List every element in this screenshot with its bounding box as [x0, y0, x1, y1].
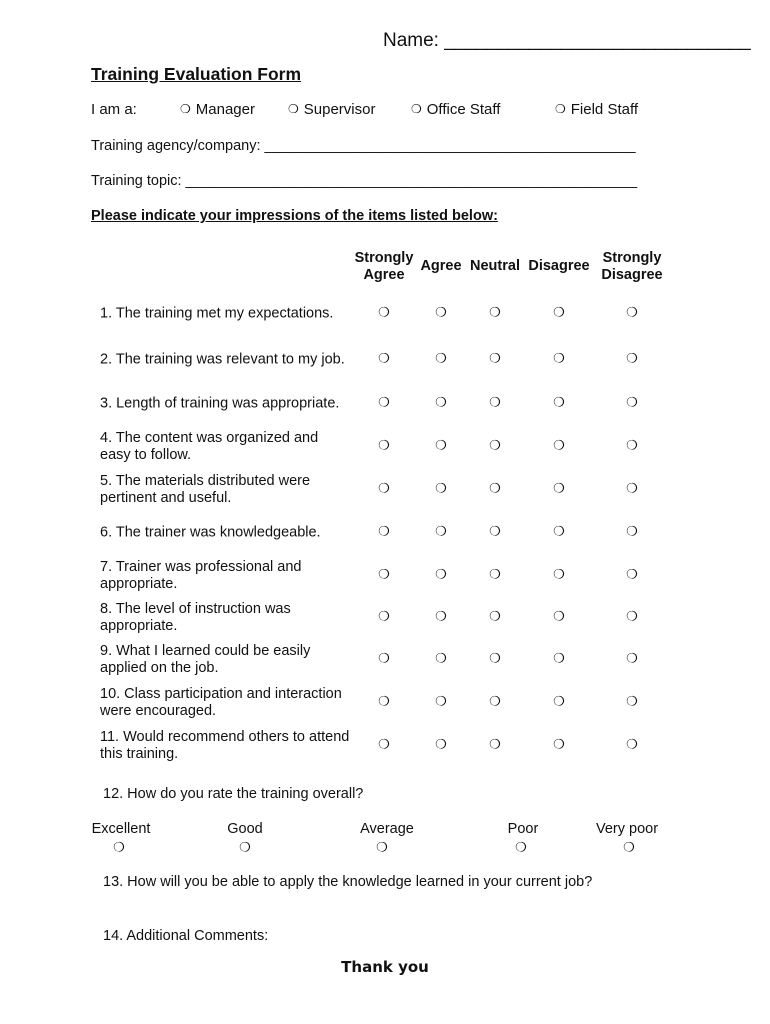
radio-circle-icon[interactable]: ❍: [435, 350, 447, 366]
overall-option-excellent: Excellent: [91, 821, 151, 837]
radio-circle-icon[interactable]: ❍: [180, 101, 191, 116]
radio-circle-icon[interactable]: ❍: [378, 394, 390, 410]
radio-circle-icon[interactable]: ❍: [378, 350, 390, 366]
scale-header: [601, 250, 662, 284]
scale-header-line: Agree: [420, 258, 462, 274]
radio-circle-icon[interactable]: ❍: [553, 608, 565, 624]
evaluation-item-label: 3. Length of training was appropriate.: [100, 395, 340, 412]
radio-circle-icon[interactable]: ❍: [435, 693, 447, 709]
scale-header-line: Strongly: [354, 250, 414, 266]
thank-you-text: Thank you: [341, 958, 429, 976]
evaluation-item-label: 8. The level of instruction was appropriate.: [100, 601, 291, 634]
role-label: Field Staff: [570, 101, 639, 118]
radio-circle-icon[interactable]: ❍: [435, 566, 447, 582]
radio-circle-icon[interactable]: ❍: [378, 437, 390, 453]
radio-circle-icon[interactable]: ❍: [626, 480, 638, 496]
radio-circle-icon[interactable]: ❍: [435, 650, 447, 666]
radio-circle-icon[interactable]: ❍: [435, 437, 447, 453]
radio-circle-icon[interactable]: ❍: [378, 566, 390, 582]
radio-circle-icon[interactable]: ❍: [435, 480, 447, 496]
evaluation-item-label: 4. The content was organized and easy to follow.: [100, 430, 319, 463]
radio-circle-icon[interactable]: ❍: [553, 566, 565, 582]
radio-circle-icon[interactable]: ❍: [435, 304, 447, 320]
radio-circle-icon[interactable]: ❍: [489, 437, 501, 453]
role-label: Manager: [195, 101, 255, 118]
overall-option-average: Average: [360, 821, 414, 837]
role-label: Supervisor: [303, 101, 376, 118]
radio-circle-icon[interactable]: ❍: [376, 839, 388, 855]
radio-circle-icon[interactable]: ❍: [378, 480, 390, 496]
role-option-office-staff[interactable]: [411, 101, 500, 118]
radio-circle-icon[interactable]: ❍: [378, 523, 390, 539]
radio-circle-icon[interactable]: ❍: [623, 839, 635, 855]
radio-circle-icon[interactable]: ❍: [553, 650, 565, 666]
scale-header-line: Strongly: [602, 250, 662, 266]
radio-circle-icon[interactable]: ❍: [489, 650, 501, 666]
radio-circle-icon[interactable]: ❍: [113, 839, 125, 855]
overall-rating-question: 12. How do you rate the training overall?: [103, 786, 364, 802]
scale-header: [420, 258, 461, 275]
evaluation-item-label: 10. Class participation and interaction were encouraged.: [100, 686, 342, 719]
radio-circle-icon[interactable]: ❍: [626, 523, 638, 539]
radio-circle-icon[interactable]: ❍: [553, 693, 565, 709]
role-option-field-staff[interactable]: [555, 101, 638, 118]
radio-circle-icon[interactable]: ❍: [553, 480, 565, 496]
role-prompt-label: I am a:: [91, 101, 137, 118]
radio-circle-icon[interactable]: ❍: [553, 736, 565, 752]
scale-header: [355, 250, 414, 284]
overall-option-good: Good: [227, 821, 263, 837]
radio-circle-icon[interactable]: ❍: [515, 839, 527, 855]
scale-header-line: Disagree: [601, 267, 663, 283]
scale-header: [528, 258, 589, 275]
radio-circle-icon[interactable]: ❍: [626, 736, 638, 752]
scale-header-line: Agree: [363, 267, 405, 283]
form-title: Training Evaluation Form: [91, 64, 302, 84]
radio-circle-icon[interactable]: ❍: [489, 608, 501, 624]
scale-header-line: Neutral: [470, 258, 520, 274]
radio-circle-icon[interactable]: ❍: [489, 736, 501, 752]
radio-circle-icon[interactable]: ❍: [553, 350, 565, 366]
name-field-line[interactable]: Name: _____________________________: [383, 30, 751, 51]
radio-circle-icon[interactable]: ❍: [435, 736, 447, 752]
radio-circle-icon[interactable]: ❍: [489, 523, 501, 539]
radio-circle-icon[interactable]: ❍: [489, 693, 501, 709]
radio-circle-icon[interactable]: ❍: [626, 304, 638, 320]
additional-comments-label: 14. Additional Comments:: [103, 928, 269, 944]
overall-option-very-poor: Very poor: [595, 821, 659, 837]
radio-circle-icon[interactable]: ❍: [489, 350, 501, 366]
radio-circle-icon[interactable]: ❍: [489, 394, 501, 410]
radio-circle-icon[interactable]: ❍: [435, 608, 447, 624]
radio-circle-icon[interactable]: ❍: [378, 650, 390, 666]
role-option-manager[interactable]: [180, 101, 255, 118]
radio-circle-icon[interactable]: ❍: [555, 101, 566, 116]
radio-circle-icon[interactable]: ❍: [435, 394, 447, 410]
radio-circle-icon[interactable]: ❍: [553, 394, 565, 410]
radio-circle-icon[interactable]: ❍: [378, 608, 390, 624]
radio-circle-icon[interactable]: ❍: [626, 394, 638, 410]
radio-circle-icon[interactable]: ❍: [626, 693, 638, 709]
radio-circle-icon[interactable]: ❍: [489, 304, 501, 320]
evaluation-item-label: 1. The training met my expectations.: [100, 305, 334, 322]
radio-circle-icon[interactable]: ❍: [378, 736, 390, 752]
radio-circle-icon[interactable]: ❍: [489, 480, 501, 496]
radio-circle-icon[interactable]: ❍: [288, 101, 299, 116]
radio-circle-icon[interactable]: ❍: [489, 566, 501, 582]
scale-header-line: Disagree: [528, 258, 590, 274]
scale-header: [470, 258, 520, 275]
role-label: Office Staff: [426, 101, 501, 118]
radio-circle-icon[interactable]: ❍: [378, 304, 390, 320]
radio-circle-icon[interactable]: ❍: [626, 437, 638, 453]
radio-circle-icon[interactable]: ❍: [553, 304, 565, 320]
radio-circle-icon[interactable]: ❍: [378, 693, 390, 709]
role-option-supervisor[interactable]: [288, 101, 375, 118]
radio-circle-icon[interactable]: ❍: [553, 523, 565, 539]
evaluation-item-label: 5. The materials distributed were pertinent and useful.: [100, 473, 311, 506]
evaluation-item-label: 11. Would recommend others to attend this training.: [100, 729, 350, 762]
radio-circle-icon[interactable]: ❍: [239, 839, 251, 855]
evaluation-item-label: 2. The training was relevant to my job.: [100, 351, 345, 368]
overall-option-poor: Poor: [507, 821, 539, 837]
radio-circle-icon[interactable]: ❍: [626, 350, 638, 366]
radio-circle-icon[interactable]: ❍: [626, 650, 638, 666]
evaluation-item-label: 6. The trainer was knowledgeable.: [100, 524, 321, 541]
apply-knowledge-question: 13. How will you be able to apply the knowledge learned in your current job?: [103, 874, 593, 890]
radio-circle-icon[interactable]: ❍: [553, 437, 565, 453]
radio-circle-icon[interactable]: ❍: [626, 566, 638, 582]
topic-field-line[interactable]: Training topic: ________________________________________________________: [91, 173, 638, 189]
agency-field-line[interactable]: Training agency/company: ______________________________________________: [91, 138, 636, 154]
radio-circle-icon[interactable]: ❍: [411, 101, 422, 116]
radio-circle-icon[interactable]: ❍: [435, 523, 447, 539]
evaluation-item-label: 7. Trainer was professional and appropriate.: [100, 559, 302, 592]
radio-circle-icon[interactable]: ❍: [626, 608, 638, 624]
evaluation-item-label: 9. What I learned could be easily applied on the job.: [100, 643, 311, 676]
instructions-heading: Please indicate your impressions of the items listed below:: [91, 208, 498, 224]
